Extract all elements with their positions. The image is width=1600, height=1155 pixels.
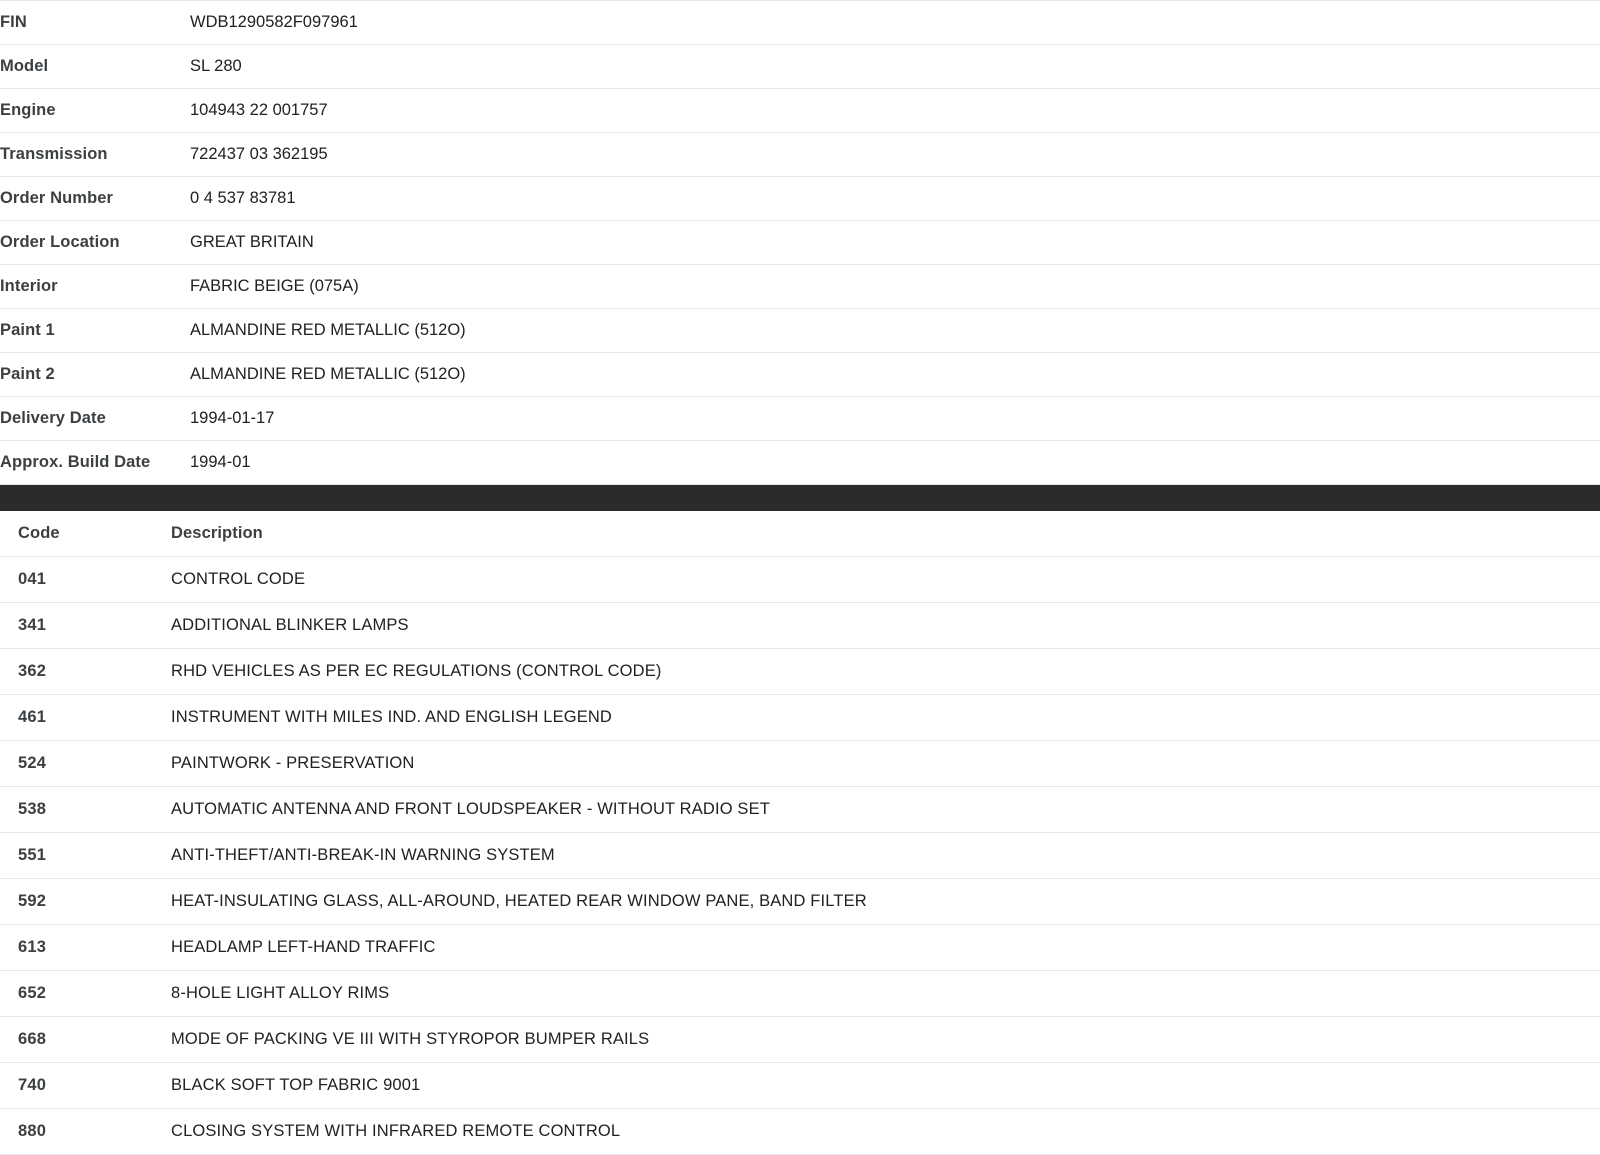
table-row xyxy=(0,353,1600,397)
table-row xyxy=(0,177,1600,221)
spec-value: 104943 22 001757 xyxy=(190,101,328,119)
spec-label: Model xyxy=(0,57,49,75)
option-description: MODE OF PACKING VE III WITH STYROPOR BUMPER RAILS xyxy=(171,1030,650,1048)
spec-label: Engine xyxy=(0,101,56,119)
vehicle-specification-table xyxy=(0,0,1600,485)
table-row xyxy=(0,695,1600,741)
option-code: 652 xyxy=(18,984,47,1002)
table-row xyxy=(0,45,1600,89)
table-row xyxy=(0,221,1600,265)
spec-value: 0 4 537 83781 xyxy=(190,189,296,207)
table-row xyxy=(0,89,1600,133)
section-divider-band xyxy=(0,485,1600,511)
option-codes-body xyxy=(0,557,1600,1155)
option-code: 592 xyxy=(18,892,47,910)
option-code: 461 xyxy=(18,708,47,726)
option-description: ADDITIONAL BLINKER LAMPS xyxy=(171,616,409,634)
table-row xyxy=(0,649,1600,695)
column-header-code: Code xyxy=(18,524,60,542)
option-code: 362 xyxy=(18,662,47,680)
option-code: 740 xyxy=(18,1076,47,1094)
table-row xyxy=(0,787,1600,833)
spec-value: ALMANDINE RED METALLIC (512O) xyxy=(190,365,466,383)
table-row xyxy=(0,309,1600,353)
vehicle-specification-body xyxy=(0,1,1600,485)
table-row xyxy=(0,1063,1600,1109)
table-row xyxy=(0,133,1600,177)
option-code: 538 xyxy=(18,800,47,818)
table-row xyxy=(0,1017,1600,1063)
option-description: HEADLAMP LEFT-HAND TRAFFIC xyxy=(171,938,436,956)
spec-label: Order Location xyxy=(0,233,120,251)
spec-label: Order Number xyxy=(0,189,114,207)
table-row xyxy=(0,397,1600,441)
table-row xyxy=(0,441,1600,485)
spec-label: Delivery Date xyxy=(0,409,106,427)
spec-value: ALMANDINE RED METALLIC (512O) xyxy=(190,321,466,339)
option-codes-table xyxy=(0,511,1600,1155)
spec-value: 1994-01-17 xyxy=(190,409,275,427)
option-codes-header xyxy=(0,511,1600,557)
spec-value: 1994-01 xyxy=(190,453,251,471)
option-description: CLOSING SYSTEM WITH INFRARED REMOTE CONTROL xyxy=(171,1122,621,1140)
spec-label: FIN xyxy=(0,13,27,31)
table-header-row xyxy=(0,511,1600,557)
spec-label: Paint 2 xyxy=(0,365,55,383)
column-header-description: Description xyxy=(171,524,263,542)
table-row xyxy=(0,603,1600,649)
table-row xyxy=(0,971,1600,1017)
table-row xyxy=(0,1109,1600,1155)
option-code: 668 xyxy=(18,1030,47,1048)
option-code: 524 xyxy=(18,754,47,772)
spec-value: FABRIC BEIGE (075A) xyxy=(190,277,359,295)
option-code: 041 xyxy=(18,570,47,588)
table-row xyxy=(0,741,1600,787)
table-row xyxy=(0,1,1600,45)
table-row xyxy=(0,925,1600,971)
table-row xyxy=(0,879,1600,925)
option-description: PAINTWORK - PRESERVATION xyxy=(171,754,415,772)
table-row xyxy=(0,833,1600,879)
spec-value: GREAT BRITAIN xyxy=(190,233,314,251)
option-code: 341 xyxy=(18,616,47,634)
option-description: CONTROL CODE xyxy=(171,570,306,588)
option-description: AUTOMATIC ANTENNA AND FRONT LOUDSPEAKER - WITHOUT RADIO SET xyxy=(171,800,770,818)
spec-label: Paint 1 xyxy=(0,321,55,339)
table-row xyxy=(0,557,1600,603)
option-code: 880 xyxy=(18,1122,47,1140)
option-code: 613 xyxy=(18,938,47,956)
spec-label: Transmission xyxy=(0,145,108,163)
spec-label: Interior xyxy=(0,277,58,295)
spec-value: 722437 03 362195 xyxy=(190,145,328,163)
spec-value: WDB1290582F097961 xyxy=(190,13,358,31)
option-description: INSTRUMENT WITH MILES IND. AND ENGLISH LEGEND xyxy=(171,708,613,726)
table-row xyxy=(0,265,1600,309)
spec-value: SL 280 xyxy=(190,57,242,75)
option-code: 551 xyxy=(18,846,47,864)
option-description: 8-HOLE LIGHT ALLOY RIMS xyxy=(171,984,390,1002)
option-description: BLACK SOFT TOP FABRIC 9001 xyxy=(171,1076,421,1094)
option-description: HEAT-INSULATING GLASS, ALL-AROUND, HEATED REAR WINDOW PANE, BAND FILTER xyxy=(171,892,867,910)
spec-label: Approx. Build Date xyxy=(0,453,151,471)
option-description: ANTI-THEFT/ANTI-BREAK-IN WARNING SYSTEM xyxy=(171,846,555,864)
option-description: RHD VEHICLES AS PER EC REGULATIONS (CONTROL CODE) xyxy=(171,662,662,680)
